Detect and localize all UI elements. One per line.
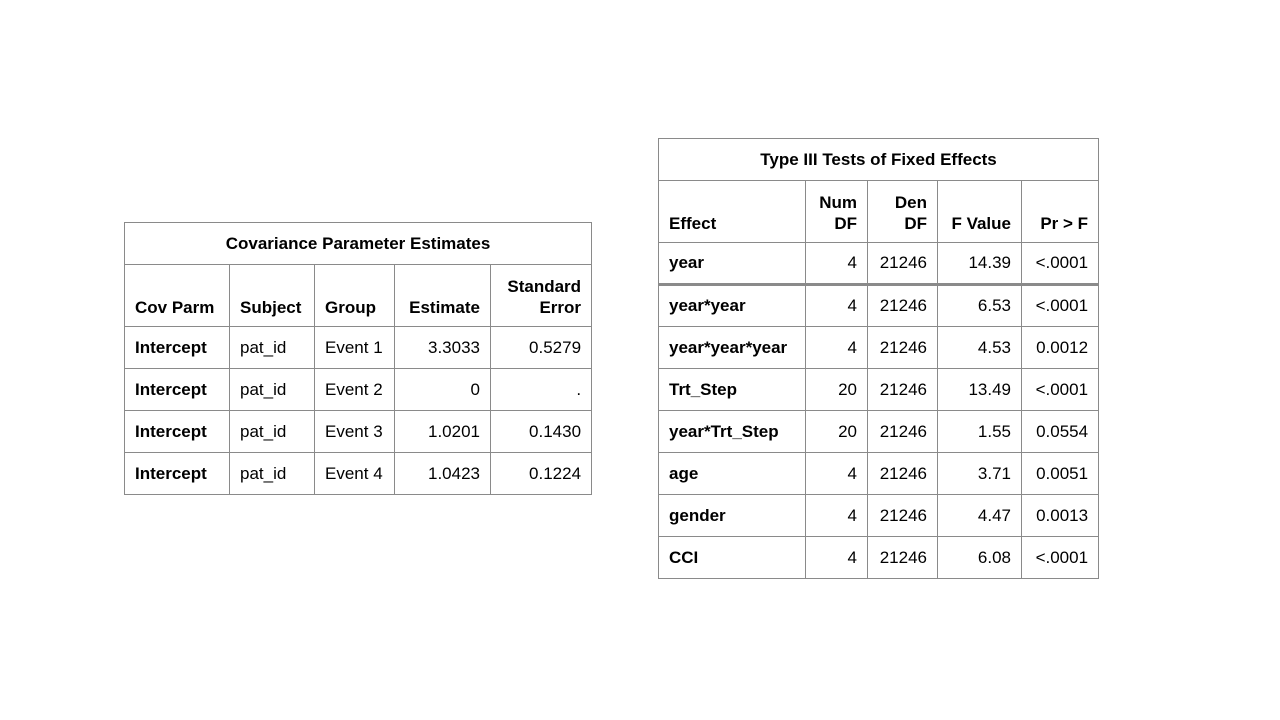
cell-cov-parm: Intercept bbox=[125, 453, 230, 495]
cell-effect: CCI bbox=[659, 537, 806, 579]
header-den-df-line2: DF bbox=[904, 214, 927, 233]
table-row bbox=[659, 243, 1099, 285]
cell-f-value: 6.08 bbox=[938, 537, 1022, 579]
cell-den-df: 21246 bbox=[868, 411, 938, 453]
cell-pr-f: 0.0554 bbox=[1022, 411, 1099, 453]
header-effect: Effect bbox=[659, 181, 806, 243]
cell-effect: year bbox=[659, 243, 806, 285]
cell-num-df: 20 bbox=[806, 369, 868, 411]
cell-den-df: 21246 bbox=[868, 243, 938, 285]
cell-standard-error: 0.1430 bbox=[491, 411, 592, 453]
cell-effect: Trt_Step bbox=[659, 369, 806, 411]
cell-group: Event 1 bbox=[315, 327, 395, 369]
cell-estimate: 1.0423 bbox=[395, 453, 491, 495]
cell-den-df: 21246 bbox=[868, 537, 938, 579]
cell-cov-parm: Intercept bbox=[125, 369, 230, 411]
cell-pr-f: <.0001 bbox=[1022, 285, 1099, 327]
cell-pr-f: 0.0013 bbox=[1022, 495, 1099, 537]
cell-pr-f: <.0001 bbox=[1022, 243, 1099, 285]
header-den-df bbox=[868, 181, 938, 243]
cell-pr-f: <.0001 bbox=[1022, 369, 1099, 411]
header-num-df bbox=[806, 181, 868, 243]
cell-f-value: 13.49 bbox=[938, 369, 1022, 411]
header-f-value: F Value bbox=[938, 181, 1022, 243]
table-row bbox=[125, 411, 592, 453]
cell-num-df: 4 bbox=[806, 453, 868, 495]
table-row bbox=[659, 453, 1099, 495]
cell-effect: year*year bbox=[659, 285, 806, 327]
cell-num-df: 4 bbox=[806, 327, 868, 369]
cell-den-df: 21246 bbox=[868, 453, 938, 495]
table-row bbox=[659, 537, 1099, 579]
header-standard-error bbox=[491, 265, 592, 327]
cell-num-df: 4 bbox=[806, 243, 868, 285]
cell-estimate: 0 bbox=[395, 369, 491, 411]
cell-num-df: 4 bbox=[806, 495, 868, 537]
cell-group: Event 3 bbox=[315, 411, 395, 453]
table-row bbox=[659, 285, 1099, 327]
header-group: Group bbox=[315, 265, 395, 327]
table-row bbox=[659, 495, 1099, 537]
cell-f-value: 1.55 bbox=[938, 411, 1022, 453]
cell-cov-parm: Intercept bbox=[125, 411, 230, 453]
covariance-header-row bbox=[125, 265, 592, 327]
cell-f-value: 4.53 bbox=[938, 327, 1022, 369]
cell-group: Event 4 bbox=[315, 453, 395, 495]
cell-standard-error: 0.1224 bbox=[491, 453, 592, 495]
table-row bbox=[659, 327, 1099, 369]
cell-standard-error: 0.5279 bbox=[491, 327, 592, 369]
cell-pr-f: <.0001 bbox=[1022, 537, 1099, 579]
cell-den-df: 21246 bbox=[868, 327, 938, 369]
table-row bbox=[659, 411, 1099, 453]
cell-pr-f: 0.0012 bbox=[1022, 327, 1099, 369]
header-estimate: Estimate bbox=[395, 265, 491, 327]
header-standard-error-line1: Standard bbox=[507, 277, 582, 296]
header-cov-parm: Cov Parm bbox=[125, 265, 230, 327]
cell-pr-f: 0.0051 bbox=[1022, 453, 1099, 495]
cell-estimate: 1.0201 bbox=[395, 411, 491, 453]
cell-subject: pat_id bbox=[230, 411, 315, 453]
cell-estimate: 3.3033 bbox=[395, 327, 491, 369]
table-row bbox=[659, 369, 1099, 411]
cell-subject: pat_id bbox=[230, 453, 315, 495]
cell-f-value: 4.47 bbox=[938, 495, 1022, 537]
cell-f-value: 6.53 bbox=[938, 285, 1022, 327]
cell-group: Event 2 bbox=[315, 369, 395, 411]
cell-num-df: 4 bbox=[806, 285, 868, 327]
cell-standard-error: . bbox=[491, 369, 592, 411]
header-num-df-line2: DF bbox=[834, 214, 857, 233]
covariance-parameter-table bbox=[124, 222, 592, 495]
type3-header-row bbox=[659, 181, 1099, 243]
type3-fixed-effects-table bbox=[658, 138, 1099, 579]
cell-subject: pat_id bbox=[230, 369, 315, 411]
header-pr-f: Pr > F bbox=[1022, 181, 1099, 243]
header-den-df-line1: Den bbox=[894, 193, 927, 212]
type3-table-title: Type III Tests of Fixed Effects bbox=[659, 139, 1099, 181]
cell-cov-parm: Intercept bbox=[125, 327, 230, 369]
header-standard-error-line2: Error bbox=[539, 298, 582, 317]
table-row bbox=[125, 327, 592, 369]
cell-f-value: 3.71 bbox=[938, 453, 1022, 495]
cell-effect: year*year*year bbox=[659, 327, 806, 369]
cell-effect: year*Trt_Step bbox=[659, 411, 806, 453]
cell-f-value: 14.39 bbox=[938, 243, 1022, 285]
header-subject: Subject bbox=[230, 265, 315, 327]
table-row bbox=[125, 453, 592, 495]
cell-den-df: 21246 bbox=[868, 285, 938, 327]
cell-num-df: 4 bbox=[806, 537, 868, 579]
cell-den-df: 21246 bbox=[868, 495, 938, 537]
cell-subject: pat_id bbox=[230, 327, 315, 369]
table-row bbox=[125, 369, 592, 411]
covariance-table-title: Covariance Parameter Estimates bbox=[125, 223, 592, 265]
cell-den-df: 21246 bbox=[868, 369, 938, 411]
cell-effect: gender bbox=[659, 495, 806, 537]
cell-num-df: 20 bbox=[806, 411, 868, 453]
cell-effect: age bbox=[659, 453, 806, 495]
header-num-df-line1: Num bbox=[819, 193, 857, 212]
